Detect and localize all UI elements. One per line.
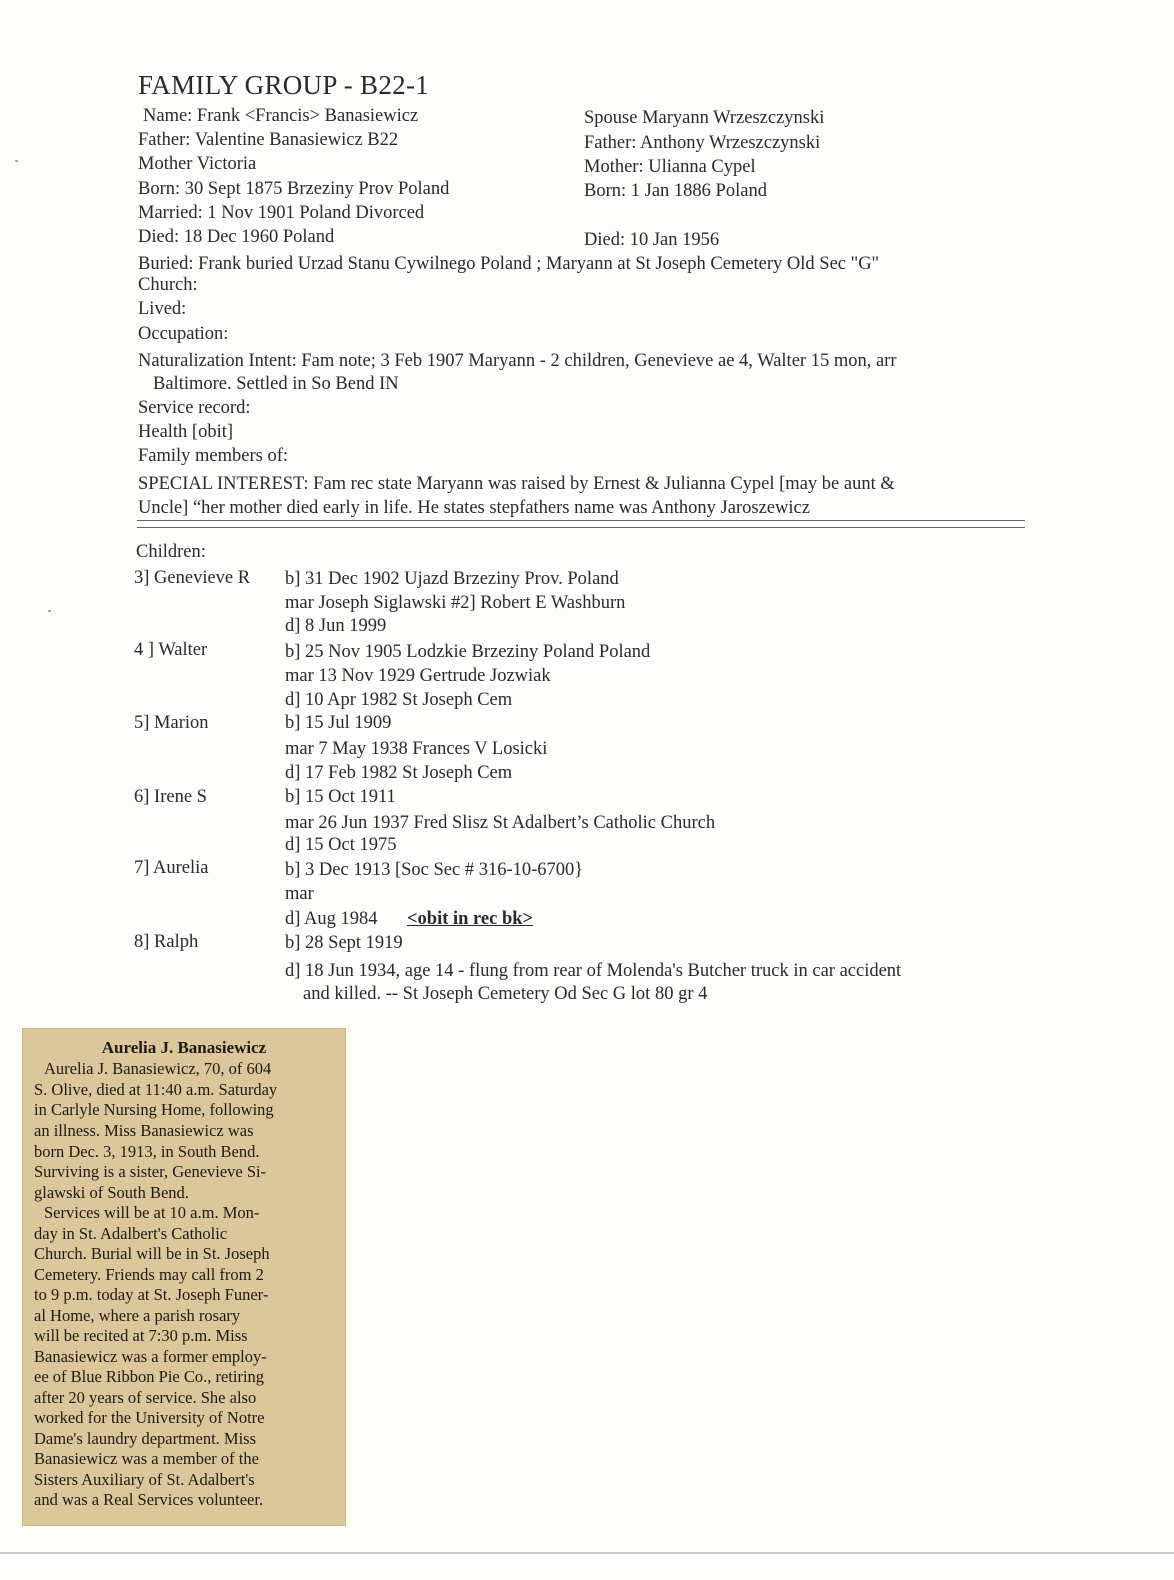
obituary-line: glawski of South Bend. xyxy=(34,1183,189,1202)
child-died: d] 17 Feb 1982 St Joseph Cem xyxy=(285,763,513,783)
obituary-clipping xyxy=(22,1028,346,1526)
spouse-father: Father: Anthony Wrzeszczynski xyxy=(584,133,821,153)
child-name: 4 ] Walter xyxy=(134,640,208,660)
obituary-line: to 9 p.m. today at St. Joseph Funer- xyxy=(34,1285,269,1304)
obituary-line: Sisters Auxiliary of St. Adalbert's xyxy=(34,1470,255,1489)
husband-born: Born: 30 Sept 1875 Brzeziny Prov Poland xyxy=(138,179,450,199)
spouse-name: Spouse Maryann Wrzeszczynski xyxy=(584,108,825,128)
obituary-line: Banasiewicz was a former employ- xyxy=(34,1347,267,1366)
page-title: FAMILY GROUP - B22-1 xyxy=(138,70,430,100)
obituary-line: born Dec. 3, 1913, in South Bend. xyxy=(34,1142,260,1161)
obituary-line: ee of Blue Ribbon Pie Co., retiring xyxy=(34,1367,265,1386)
child-born: b] 15 Jul 1909 xyxy=(285,713,392,733)
child-born: b] 28 Sept 1919 xyxy=(285,933,403,953)
obituary-line: an illness. Miss Banasiewicz was xyxy=(34,1121,254,1140)
child-born: b] 31 Dec 1902 Ujazd Brzeziny Prov. Poland xyxy=(285,569,619,589)
child-name: 8] Ralph xyxy=(134,932,199,952)
obituary-line: will be recited at 7:30 p.m. Miss xyxy=(34,1326,248,1345)
naturalization-line-2: Baltimore. Settled in So Bend IN xyxy=(153,374,399,394)
section-divider xyxy=(137,520,1025,528)
husband-married: Married: 1 Nov 1901 Poland Divorced xyxy=(138,203,425,223)
obituary-line: Church. Burial will be in St. Joseph xyxy=(34,1244,270,1263)
obituary-line: after 20 years of service. She also xyxy=(34,1388,257,1407)
lived-line: Lived: xyxy=(138,299,187,319)
obit-reference-link[interactable]: <obit in rec bk> xyxy=(407,909,534,929)
obituary-line: al Home, where a parish rosary xyxy=(34,1306,241,1325)
child-married: mar xyxy=(285,884,314,904)
child-born: b] 15 Oct 1911 xyxy=(285,787,396,807)
child-married: mar 26 Jun 1937 Fred Slisz St Adalbert’s Catholic Church xyxy=(285,813,716,833)
child-born: b] 25 Nov 1905 Lodzkie Brzeziny Poland Poland xyxy=(285,642,651,662)
obituary-line: day in St. Adalbert's Catholic xyxy=(34,1224,228,1243)
scan-speck xyxy=(15,160,18,162)
health-line: Health [obit] xyxy=(138,422,234,442)
child-died-continued: and killed. -- St Joseph Cemetery Od Sec G lot 80 gr 4 xyxy=(303,984,708,1004)
page-edge-rule xyxy=(0,1552,1174,1554)
spouse-born: Born: 1 Jan 1886 Poland xyxy=(584,181,767,201)
spouse-died: Died: 10 Jan 1956 xyxy=(584,230,720,250)
husband-mother: Mother Victoria xyxy=(138,154,257,174)
husband-name: Name: Frank <Francis> Banasiewicz xyxy=(143,106,419,126)
special-interest-line-2: Uncle] “her mother died early in life. He states stepfathers name was Anthony Jaroszewicz xyxy=(138,498,810,518)
church-line: Church: xyxy=(138,275,198,295)
scan-speck xyxy=(48,610,51,612)
child-died: d] 8 Jun 1999 xyxy=(285,616,387,636)
obituary-line: Cemetery. Friends may call from 2 xyxy=(34,1265,264,1284)
children-heading: Children: xyxy=(136,542,206,562)
family-members-line: Family members of: xyxy=(138,446,289,466)
child-died: d] 15 Oct 1975 xyxy=(285,835,397,855)
obituary-line: in Carlyle Nursing Home, following xyxy=(34,1100,274,1119)
child-died: d] 18 Jun 1934, age 14 - flung from rear of Molenda's Butcher truck in car accident xyxy=(285,961,902,981)
husband-died: Died: 18 Dec 1960 Poland xyxy=(138,227,335,247)
obituary-line: Aurelia J. Banasiewicz, 70, of 604 xyxy=(44,1059,272,1078)
naturalization-line-1: Naturalization Intent: Fam note; 3 Feb 1907 Maryann - 2 children, Genevieve ae 4, Walter 15 mon, arr xyxy=(138,351,897,371)
child-born: b] 3 Dec 1913 [Soc Sec # 316-10-6700} xyxy=(285,860,584,880)
obituary-line: and was a Real Services volunteer. xyxy=(34,1490,264,1509)
child-name: 6] Irene S xyxy=(134,787,207,807)
child-married: mar 13 Nov 1929 Gertrude Jozwiak xyxy=(285,666,551,686)
child-name: 5] Marion xyxy=(134,713,209,733)
child-died: d] Aug 1984 xyxy=(285,909,378,929)
obituary-line: worked for the University of Notre xyxy=(34,1408,265,1427)
occupation-line: Occupation: xyxy=(138,324,229,344)
child-name: 7] Aurelia xyxy=(134,858,209,878)
buried-line: Buried: Frank buried Urzad Stanu Cywilnego Poland ; Maryann at St Joseph Cemetery Old Sec "G" xyxy=(138,254,880,274)
child-name: 3] Genevieve R xyxy=(134,568,251,588)
child-married: mar Joseph Siglawski #2] Robert E Washburn xyxy=(285,593,626,613)
obituary-line: Surviving is a sister, Genevieve Si- xyxy=(34,1162,267,1181)
obituary-line: Banasiewicz was a member of the xyxy=(34,1449,259,1468)
obituary-line: Dame's laundry department. Miss xyxy=(34,1429,257,1448)
obituary-headline: Aurelia J. Banasiewicz xyxy=(101,1038,267,1057)
special-interest-line-1: SPECIAL INTEREST: Fam rec state Maryann was raised by Ernest & Julianna Cypel [may be aunt & xyxy=(138,474,895,494)
service-record-line: Service record: xyxy=(138,398,251,418)
child-married: mar 7 May 1938 Frances V Losicki xyxy=(285,739,548,759)
spouse-mother: Mother: Ulianna Cypel xyxy=(584,157,756,177)
husband-father: Father: Valentine Banasiewicz B22 xyxy=(138,130,399,150)
obituary-line: S. Olive, died at 11:40 a.m. Saturday xyxy=(34,1080,278,1099)
child-died: d] 10 Apr 1982 St Joseph Cem xyxy=(285,690,513,710)
obituary-line: Services will be at 10 a.m. Mon- xyxy=(44,1203,260,1222)
